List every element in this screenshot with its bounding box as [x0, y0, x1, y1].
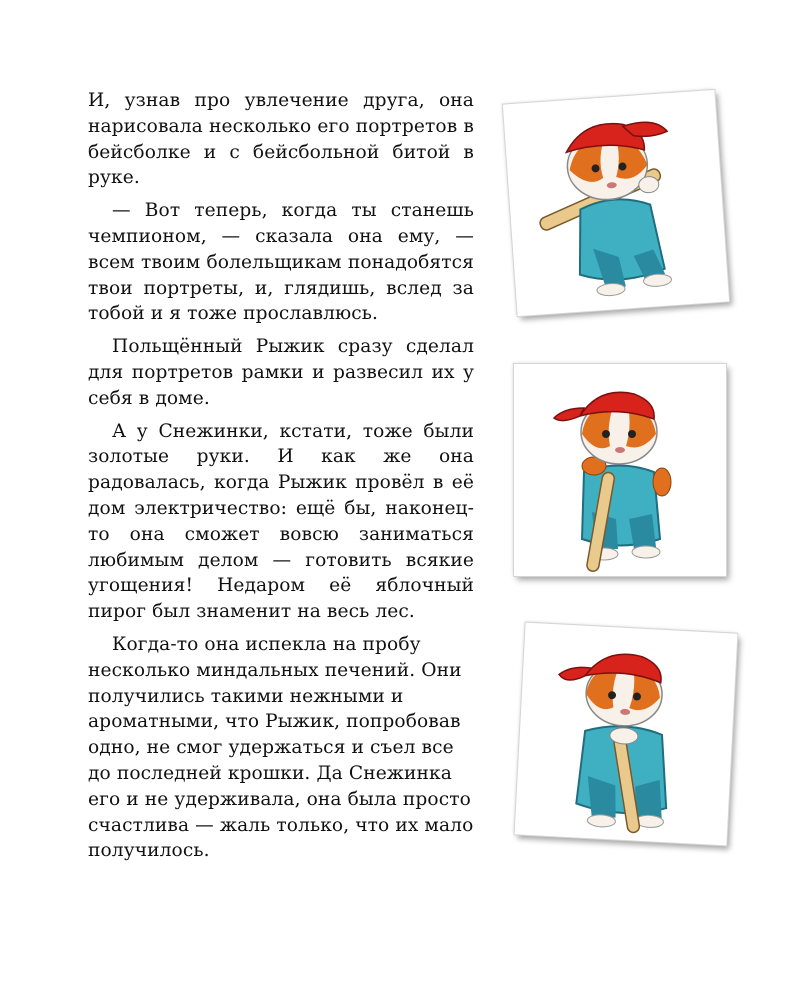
hamster-portrait-illustration: [515, 623, 738, 846]
portrait-frame-1: [503, 90, 729, 316]
paragraph: Польщённый Рыжик сразу сделал для портретов рамки и развесил их у себя в доме.: [88, 336, 474, 409]
hamster-portrait-illustration: [514, 364, 726, 576]
portrait-frame-3: [515, 623, 738, 846]
paragraph: И, узнав про увлечение друга, она нарисовала несколько его портретов в бейсболке и с бейсбольной битой в руке.: [88, 90, 474, 189]
paragraph: А у Снежинки, кстати, тоже были золотые руки. И как же она радовалась, когда Рыжик провёл в её дом электричество: ещё бы, наконец-то она сможет вовсю заниматься любимым делом — готовить всякие угощения! Недаром её яблочный пирог был знаменит на весь лес.: [88, 420, 474, 623]
portrait-frame-2: [514, 364, 726, 576]
paragraph: — Вот теперь, когда ты станешь чемпионом, — сказала она ему, — всем твоим болельщикам понадобятся твои портреты, и, глядишь, вслед за тобой и я тоже прославлюсь.: [88, 200, 474, 325]
paragraph: Когда-то она испекла на пробу несколько миндальных печений. Они получились такими нежными и ароматными, что Рыжик, попробовав одно, не смог удержаться и съел все до последней крошки. Да Снежинка его и не удерживала, она была просто счастлива — жаль только, что их мало получилось.: [88, 633, 474, 862]
story-text: [88, 88, 474, 871]
hamster-portrait-illustration: [503, 90, 729, 316]
